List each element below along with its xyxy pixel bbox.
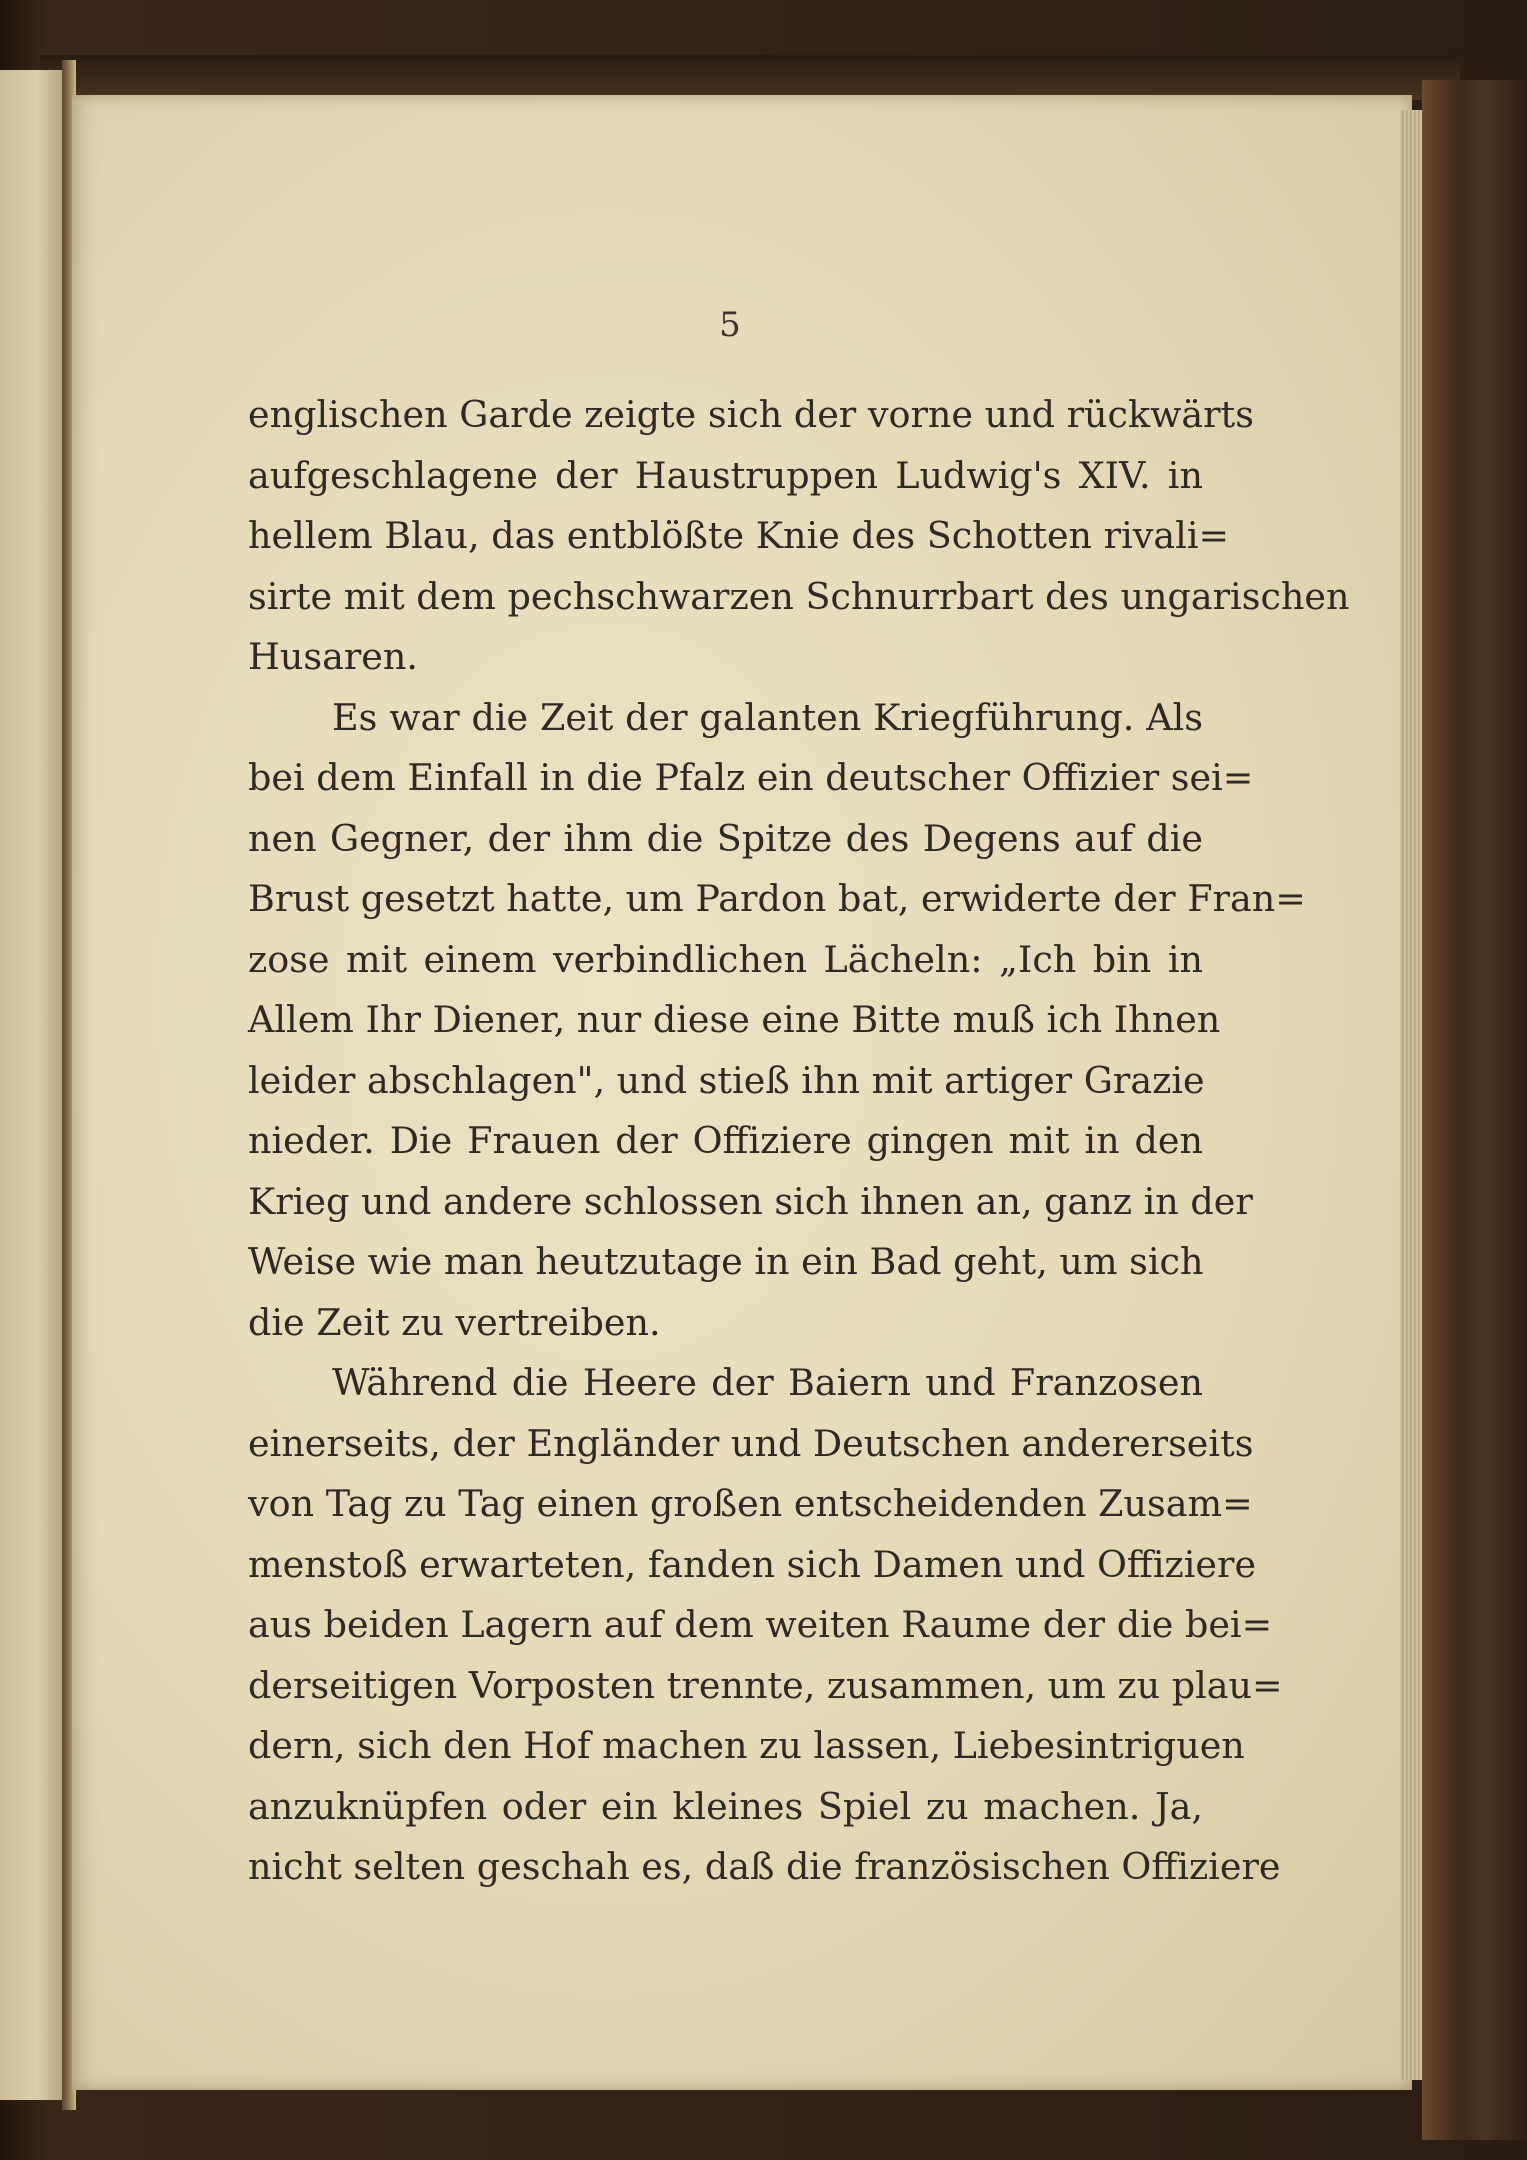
book-cover-right bbox=[1422, 80, 1527, 2140]
page-number: 5 bbox=[719, 305, 741, 345]
text-line: nen Gegner, der ihm die Spitze des Degens auf die bbox=[248, 816, 1203, 860]
text-line: Brust gesetzt hatte, um Pardon bat, erwiderte der Fran= bbox=[248, 877, 1306, 920]
page-block-edges bbox=[1400, 110, 1422, 2080]
text-line: Husaren. bbox=[248, 635, 418, 678]
text-line: menstoß erwarteten, fanden sich Damen und Offiziere bbox=[248, 1542, 1257, 1586]
paragraph-1 bbox=[248, 385, 1350, 688]
text-line: nieder. Die Frauen der Offiziere gingen mit in den bbox=[248, 1119, 1203, 1162]
facing-page-edge bbox=[0, 70, 64, 2100]
text-line: Allem Ihr Diener, nur diese eine Bitte muß ich Ihnen bbox=[248, 998, 1221, 1041]
text-line: Weise wie man heutzutage in ein Bad geht, um sich bbox=[248, 1240, 1204, 1283]
text-line: leider abschlagen", und stieß ihn mit artiger Grazie bbox=[248, 1058, 1205, 1102]
text-line: nicht selten geschah es, daß die französischen Offiziere bbox=[248, 1845, 1281, 1888]
book-cover-top bbox=[40, 55, 1460, 100]
text-line: sirte mit dem pechschwarzen Schnurrbart des ungarischen bbox=[248, 574, 1350, 618]
text-line: einerseits, der Engländer und Deutschen andererseits bbox=[248, 1421, 1254, 1465]
page-body-text bbox=[248, 385, 1350, 1898]
text-line: die Zeit zu vertreiben. bbox=[248, 1300, 661, 1344]
text-line: von Tag zu Tag einen großen entscheidenden Zusam= bbox=[248, 1482, 1253, 1525]
text-line: hellem Blau, das entblößte Knie des Schotten rivali= bbox=[248, 514, 1230, 557]
text-line: aus beiden Lagern auf dem weiten Raume der die bei= bbox=[248, 1603, 1273, 1646]
text-line: aufgeschlagene der Haustruppen Ludwig's XIV. in bbox=[248, 453, 1203, 497]
text-line: anzuknüpfen oder ein kleines Spiel zu machen. Ja, bbox=[248, 1784, 1203, 1828]
paragraph-3 bbox=[248, 1353, 1283, 1898]
text-line: zose mit einem verbindlichen Lächeln: „Ich bin in bbox=[248, 937, 1203, 981]
text-line: Während die Heere der Baiern und Franzosen bbox=[332, 1361, 1203, 1404]
text-line: Krieg und andere schlossen sich ihnen an, ganz in der bbox=[248, 1179, 1253, 1223]
text-line: englischen Garde zeigte sich der vorne und rückwärts bbox=[248, 393, 1254, 436]
text-line: bei dem Einfall in die Pfalz ein deutscher Offizier sei= bbox=[248, 756, 1254, 799]
text-line: Es war die Zeit der galanten Kriegführung. Als bbox=[332, 695, 1203, 739]
text-line: derseitigen Vorposten trennte, zusammen, um zu plau= bbox=[248, 1663, 1283, 1707]
paragraph-2 bbox=[248, 688, 1306, 1354]
text-line: dern, sich den Hof machen zu lassen, Liebesintriguen bbox=[248, 1724, 1245, 1767]
